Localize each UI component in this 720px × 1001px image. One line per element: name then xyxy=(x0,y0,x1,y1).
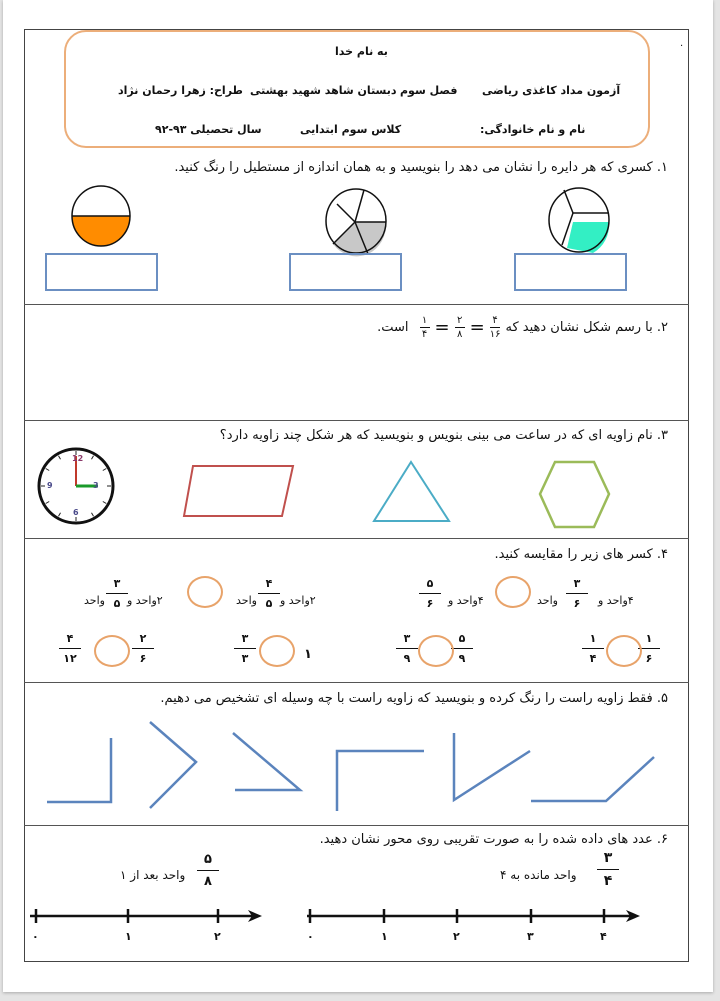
clock-number-3: 3 xyxy=(93,481,99,490)
designer: طراح: زهرا رحمان نژاد xyxy=(118,84,243,97)
fraction-2-8: $\frac{۲}{۸}$ xyxy=(455,315,465,340)
tick-4: ۴ xyxy=(600,930,607,943)
chapter: فصل سوم xyxy=(400,84,458,97)
q1-text: ۱. کسری که هر دایره را نشان می دهد را بنویسید و به همان اندازه از مستطیل را رنگ کنید. xyxy=(174,160,668,175)
fraction-3-6: ۳ ۶ xyxy=(566,577,588,610)
page-marker: . xyxy=(680,38,684,49)
tick-2: ۲ xyxy=(453,930,460,943)
equals-sign: = xyxy=(469,317,485,338)
left-axis-label: واحد بعد از ۱ xyxy=(120,868,186,882)
mixed-label: ۲واحد و xyxy=(280,594,316,607)
name-label: نام و نام خانوادگی: xyxy=(480,123,586,136)
tick-3: ۳ xyxy=(527,930,534,943)
bismillah: به نام خدا xyxy=(335,45,388,58)
whole-one: ۱ xyxy=(304,647,312,662)
fraction-4-12: ۴ ۱۲ xyxy=(59,632,81,665)
class-label: کلاس سوم ابتدایی xyxy=(300,123,402,136)
fraction-3-9: ۳ ۹ xyxy=(396,632,418,665)
fraction-5-6: ۵ ۶ xyxy=(419,577,441,610)
exam-title: آزمون مداد کاغذی ریاضی xyxy=(482,84,621,97)
tick-1: ۱ xyxy=(381,930,388,943)
equals-sign: = xyxy=(434,317,450,338)
mixed-label: ۴واحد و xyxy=(448,594,484,607)
q5-text: ۵. فقط زاویه راست را رنگ کرده و بنویسید که زاویه راست با چه وسیله ای تشخیص می دهیم. xyxy=(160,691,668,706)
unit-label: واحد xyxy=(84,594,105,607)
right-number-line xyxy=(307,909,640,923)
unit-label: واحد xyxy=(537,594,558,607)
left-number-line xyxy=(30,909,262,923)
clock-number-9: 9 xyxy=(47,481,53,490)
fraction-5-9: ۵ ۹ xyxy=(451,632,473,665)
fraction-4-5: ۴ ۵ xyxy=(258,577,280,610)
fraction-4-16: $\frac{۴}{۱۶}$ xyxy=(489,315,501,340)
unit-label: واحد xyxy=(236,594,257,607)
clock-number-6: 6 xyxy=(73,508,79,517)
q4-text: ۴. کسر های زیر را مقایسه کنید. xyxy=(494,547,668,562)
tick-0: ۰ xyxy=(307,930,314,943)
fraction-3-3: ۳ ۳ xyxy=(234,632,256,665)
fraction-2-6: ۲ ۶ xyxy=(132,632,154,665)
mixed-label: ۲واحد و xyxy=(127,594,163,607)
tick-2: ۲ xyxy=(214,930,221,943)
fraction-1-6: ۱ ۶ xyxy=(638,632,660,665)
school-year: سال تحصیلی ۹۳-۹۲ xyxy=(155,123,262,136)
fraction-3-5: ۳ ۵ xyxy=(106,577,128,610)
fraction-1-4: ۱ ۴ xyxy=(582,632,604,665)
q2-prefix: ۲. با رسم شکل نشان دهید که xyxy=(505,320,668,335)
right-axis-label: واحد مانده به ۴ xyxy=(500,868,577,882)
mixed-label: ۴واحد و xyxy=(598,594,634,607)
tick-0: ۰ xyxy=(32,930,39,943)
fraction-3-4: ۳ ۴ xyxy=(597,850,619,889)
tick-1: ۱ xyxy=(125,930,132,943)
fraction-5-8: ۵ ۸ xyxy=(197,852,219,889)
clock-number-12: 12 xyxy=(72,454,84,463)
q6-text: ۶. عدد های داده شده را به صورت تقریبی روی محور نشان دهید. xyxy=(319,832,668,847)
fraction-1-4: $\frac{۱}{۴}$ xyxy=(420,315,430,340)
q2-suffix: است. xyxy=(377,320,409,335)
q3-text: ۳. نام زاویه ای که در ساعت می بینی بنویس و بنویسید که هر شکل چند زاویه دارد؟ xyxy=(219,428,668,443)
school-name: دبستان شاهد شهید بهشتی xyxy=(250,84,397,97)
